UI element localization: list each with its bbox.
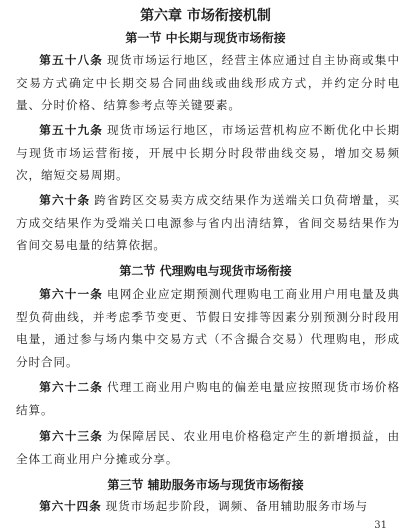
article-text: 现货市场运行地区，市场运营机构应不断优化中长期与现货市场运营衔接，开展中长期分时段带曲线交易，增加交易频次，缩短交易周期。 [16,123,400,182]
article-text: 代理工商业用户购电的偏差电量应按照现货市场价格结算。 [16,380,400,417]
article-62 [16,376,400,421]
article-text: 现货市场运行地区，经营主体应通过自主协商或集中交易方式确定中长期交易合同曲线或曲线形成方式，并约定分时电量、分时价格、结算参考点等关键要素。 [16,53,400,112]
article-number: 第五十九条 [39,123,103,137]
chapter-title: 第六章 市场衔接机制 [140,8,271,24]
article-61 [16,283,400,373]
article-text: 为保障居民、农业用电价格稳定产生的新增损益，由全体工商业用户分摊或分享。 [16,429,400,466]
article-number: 第六十条 [39,193,91,207]
page-number: 31 [374,520,387,531]
section-title-2: 第二节 代理购电与现货市场衔接 [119,264,292,278]
section-title-1: 第一节 中长期与现货市场衔接 [125,31,286,45]
article-number: 第六十一条 [39,287,103,301]
article-text: 现货市场起步阶段，调频、备用辅助服务市场与 [105,499,369,513]
section-title-3: 第三节 辅助服务市场与现货市场衔接 [107,478,304,492]
article-60 [16,189,400,257]
article-number: 第六十三条 [39,429,103,443]
article-number: 第六十四条 [39,499,102,513]
article-58 [16,49,400,117]
article-63 [16,425,400,470]
article-64 [16,495,400,518]
article-59 [16,119,400,187]
article-number: 第六十二条 [39,380,103,394]
article-number: 第五十八条 [39,53,103,67]
article-text: 电网企业应定期预测代理购电工商业用户用电量及典型负荷曲线，并考虑季节变更、节假日安排等因素分别预测分时段用电量，通过参与场内集中交易方式（不含撮合交易）代理购电，形成分时合同。 [16,287,400,369]
article-text: 跨省跨区交易卖方成交结果作为送端关口负荷增量，买方成交结果作为受端关口电源参与省内出清结算，省间交易结果作为省间交易电量的结算依据。 [16,193,400,252]
